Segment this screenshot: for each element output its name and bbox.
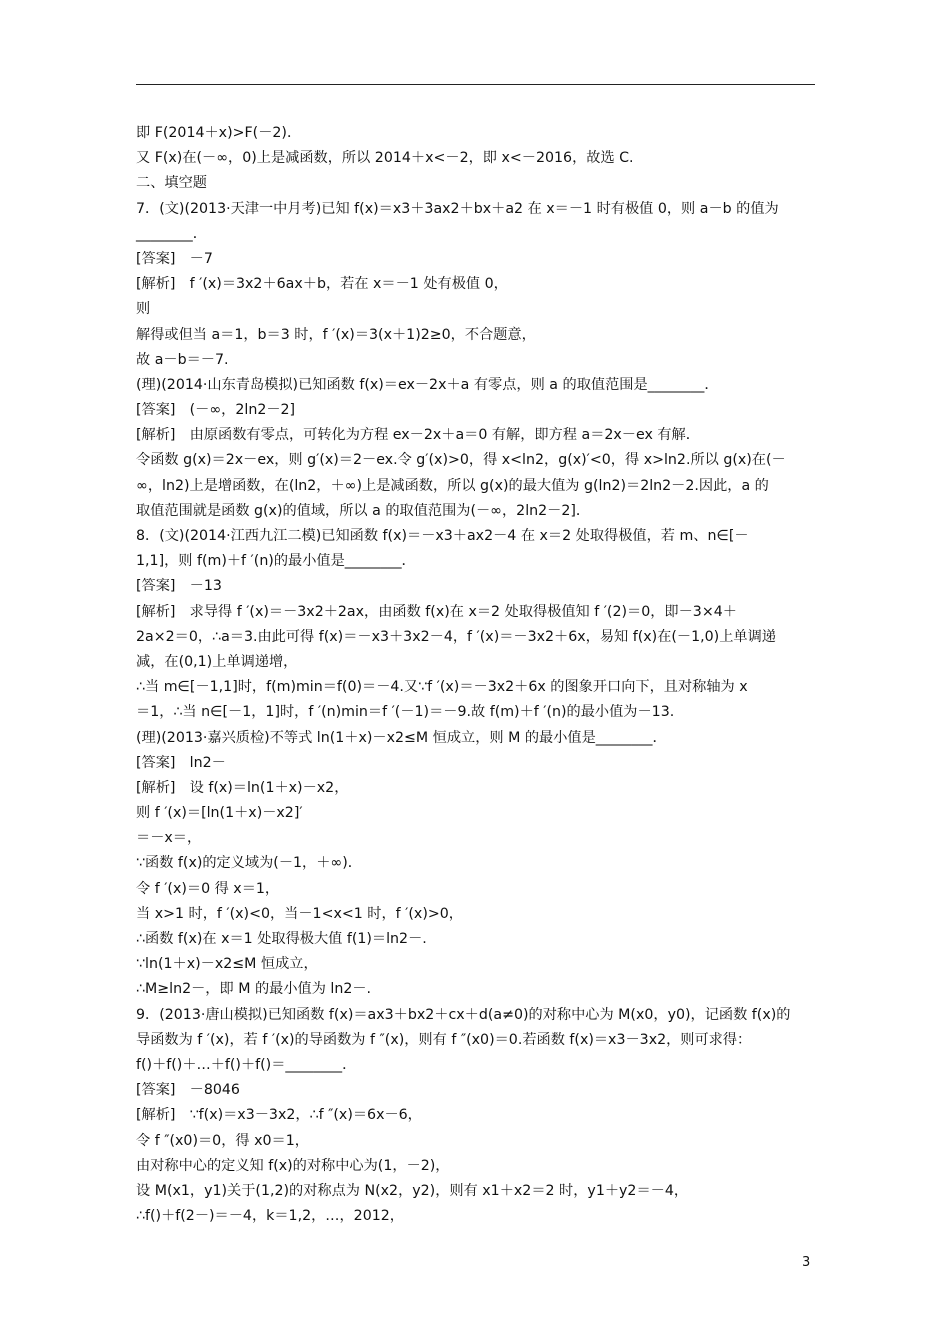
text-line: ＝1，∴当 n∈[－1，1]时，f ′(n)min＝f ′(－1)＝－9.故 f(m)＋f ′(n)的最小值为－13. <box>136 704 675 721</box>
text-line: 取值范围就是函数 g(x)的值域，所以 a 的取值范围为(－∞，2ln2－2]． <box>136 502 591 519</box>
text-line: 减，在(0,1)上单调递增， <box>136 653 298 670</box>
text-line: 令函数 g(x)＝2x－ex，则 g′(x)＝2－ex.令 g′(x)>0，得 x<ln2，g(x)′<0，得 x>ln2.所以 g(x)在(－ <box>136 452 786 469</box>
text-line: 即 F(2014＋x)>F(－2)． <box>136 125 302 141</box>
text-line: ∞，ln2)上是增函数，在(ln2，＋∞)上是减函数，所以 g(x)的最大值为 g(ln2)＝2ln2－2.因此，a 的 <box>136 477 769 494</box>
text-line: ________． <box>136 225 207 242</box>
text-line: 由对称中心的定义知 f(x)的对称中心为(1，－2)， <box>136 1157 450 1174</box>
text-line: [答案] －7 <box>136 250 213 267</box>
text-line: 二、填空题 <box>136 175 207 192</box>
text-line: ∴M≥ln2－，即 M 的最小值为 ln2－. <box>136 981 372 998</box>
text-line: 导函数为 f ′(x)，若 f ′(x)的导函数为 f ″(x)，则有 f ″(x0)＝0.若函数 f(x)＝x3－3x2，则可求得： <box>136 1031 752 1048</box>
text-line: [答案] (－∞，2ln2－2] <box>136 402 296 419</box>
text-line: [答案] －8046 <box>136 1082 240 1099</box>
text-line: [答案] ln2－ <box>136 754 226 771</box>
text-line: 令 f ″(x0)＝0，得 x0＝1， <box>136 1132 309 1149</box>
text-line: 2a×2＝0，∴a＝3.由此可得 f(x)＝－x3＋3x2－4，f ′(x)＝－3x2＋6x，易知 f(x)在(－1,0)上单调递 <box>136 628 776 645</box>
page-number: 3 <box>802 1255 811 1270</box>
text-line: 故 a－b＝－7. <box>136 351 229 368</box>
text-line: [解析] ∵f(x)＝x3－3x2，∴f ″(x)＝6x－6， <box>136 1107 422 1124</box>
text-line: ＝－x＝， <box>136 830 202 847</box>
text-line: ∵ln(1＋x)－x2≤M 恒成立， <box>136 956 318 973</box>
text-line: 1,1]，则 f(m)＋f ′(n)的最小值是________． <box>136 553 416 570</box>
text-line: [解析] 由原函数有零点，可转化为方程 ex－2x＋a＝0 有解，即方程 a＝2x－ex 有解． <box>136 427 700 444</box>
text-line: 则 f ′(x)＝[ln(1＋x)－x2]′ <box>136 805 303 822</box>
text-line: (理)(2014·山东青岛模拟)已知函数 f(x)＝ex－2x＋a 有零点，则 a 的取值范围是________． <box>136 376 719 393</box>
text-line: 又 F(x)在(－∞，0)上是减函数，所以 2014＋x<－2，即 x<－2016，故选 C. <box>136 150 634 167</box>
text-line: ∵函数 f(x)的定义域为(－1，＋∞)． <box>136 855 362 872</box>
text-line: [解析] f ′(x)＝3x2＋6ax＋b，若在 x＝－1 处有极值 0， <box>136 276 508 293</box>
text-line: 设 M(x1，y1)关于(1,2)的对称点为 N(x2，y2)，则有 x1＋x2＝2 时，y1＋y2＝－4， <box>136 1182 689 1199</box>
text-line: (理)(2013·嘉兴质检)不等式 ln(1＋x)－x2≤M 恒成立，则 M 的最小值是________． <box>136 729 667 746</box>
text-line: 7．(文)(2013·天津一中月考)已知 f(x)＝x3＋3ax2＋bx＋a2 在 x＝－1 时有极值 0，则 a－b 的值为 <box>136 200 779 217</box>
text-line: [答案] －13 <box>136 578 222 595</box>
text-line: 9．(2013·唐山模拟)已知函数 f(x)＝ax3＋bx2＋cx＋d(a≠0)的对称中心为 M(x0，y0)，记函数 f(x)的 <box>136 1006 791 1023</box>
text-line: [解析] 求导得 f ′(x)＝－3x2＋2ax，由函数 f(x)在 x＝2 处取得极值知 f ′(2)＝0，即－3×4＋ <box>136 603 737 620</box>
text-line: f()＋f()＋…＋f()＋f()＝________． <box>136 1056 357 1073</box>
text-line: ∴当 m∈[－1,1]时，f(m)min＝f(0)＝－4.又∵f ′(x)＝－3x2＋6x 的图象开口向下，且对称轴为 x <box>136 679 748 696</box>
text-line: 令 f ′(x)＝0 得 x＝1， <box>136 880 280 897</box>
text-line: [解析] 设 f(x)＝ln(1＋x)－x2， <box>136 779 349 796</box>
text-line: 解得或但当 a＝1，b＝3 时，f ′(x)＝3(x＋1)2≥0，不合题意， <box>136 326 536 343</box>
text-line: 8．(文)(2014·江西九江二模)已知函数 f(x)＝－x3＋ax2－4 在 x＝2 处取得极值，若 m、n∈[－ <box>136 528 749 544</box>
header-rule <box>136 84 815 85</box>
text-line: ∴函数 f(x)在 x＝1 处取得极大值 f(1)＝ln2－. <box>136 931 427 947</box>
text-line: 当 x>1 时，f ′(x)<0，当－1<x<1 时，f ′(x)>0， <box>136 905 463 922</box>
document-body <box>136 121 826 1229</box>
text-line: ∴f()＋f(2－)＝－4，k＝1,2，…，2012， <box>136 1208 404 1225</box>
text-line: 则 <box>136 301 151 318</box>
